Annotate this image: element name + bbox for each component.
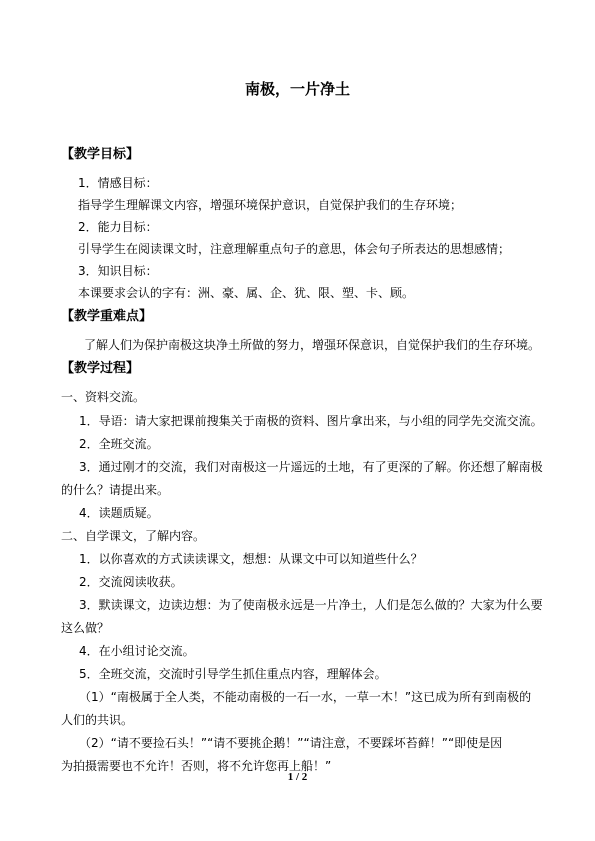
process-step-1: 一、资料交流。: [61, 390, 146, 404]
goal-text-2: 引导学生在阅读课文时，注意理解重点句子的意思，体会句子所表达的思想感情；: [78, 242, 511, 256]
quote-2: （2）“请不要捡石头！”“请不要挑企鹅！”“请注意，不要踩坏苔藓！”“即使是因: [79, 736, 503, 750]
process-item-1-3-cont: 的什么？请提出来。: [61, 483, 170, 497]
process-item-2-5: 5．全班交流，交流时引导学生抓住重点内容，理解体会。: [79, 667, 387, 681]
quote-2-cont: 为拍摄需要也不允许！否则，将不允许您再上船！”: [61, 759, 332, 773]
process-item-1-3: 3．通过刚才的交流，我们对南极这一片遥远的土地，有了更深的了解。你还想了解南极: [79, 460, 543, 474]
goal-item-3: 3．知识目标：: [78, 264, 158, 278]
process-item-2-1: 1．以你喜欢的方式读读课文，想想：从课文中可以知道些什么？: [79, 552, 423, 566]
process-item-2-3: 3．默读课文，边读边想：为了使南极永远是一片净土，人们是怎么做的？大家为什么要: [79, 598, 543, 612]
goal-text-3: 本课要求会认的字有：洲、豪、属、企、犹、限、塑、卡、顾。: [78, 286, 415, 300]
process-step-2: 二、自学课文，了解内容。: [61, 529, 206, 543]
key-points-text: 了解人们为保护南极这块净土所做的努力，增强环保意识，自觉保护我们的生存环境。: [84, 338, 541, 352]
page-number: 1 / 2: [287, 771, 308, 783]
quote-1-cont: 人们的共识。: [61, 713, 134, 727]
goal-item-2: 2．能力目标：: [78, 220, 158, 234]
section-heading-goals: 【教学目标】: [61, 147, 140, 162]
section-heading-key-points: 【教学重难点】: [61, 309, 153, 324]
document-title: 南极，一片净土: [244, 80, 350, 98]
goal-text-1: 指导学生理解课文内容，增强环境保护意识，自觉保护我们的生存环境；: [78, 198, 463, 212]
process-item-1-2: 2．全班交流。: [79, 437, 159, 451]
process-item-1-1: 1．导语：请大家把课前搜集关于南极的资料、图片拿出来，与小组的同学先交流交流。: [79, 414, 543, 428]
process-item-2-3-cont: 这么做？: [61, 621, 110, 635]
process-item-2-2: 2．交流阅读收获。: [79, 575, 183, 589]
process-item-2-4: 4．在小组讨论交流。: [79, 644, 195, 658]
goal-item-1: 1．情感目标：: [78, 176, 158, 190]
process-item-1-4: 4．读题质疑。: [79, 506, 159, 520]
quote-1: （1）“南极属于全人类，不能动南极的一石一水，一草一木！”这已成为所有到南极的: [79, 690, 532, 704]
section-heading-process: 【教学过程】: [61, 361, 140, 376]
